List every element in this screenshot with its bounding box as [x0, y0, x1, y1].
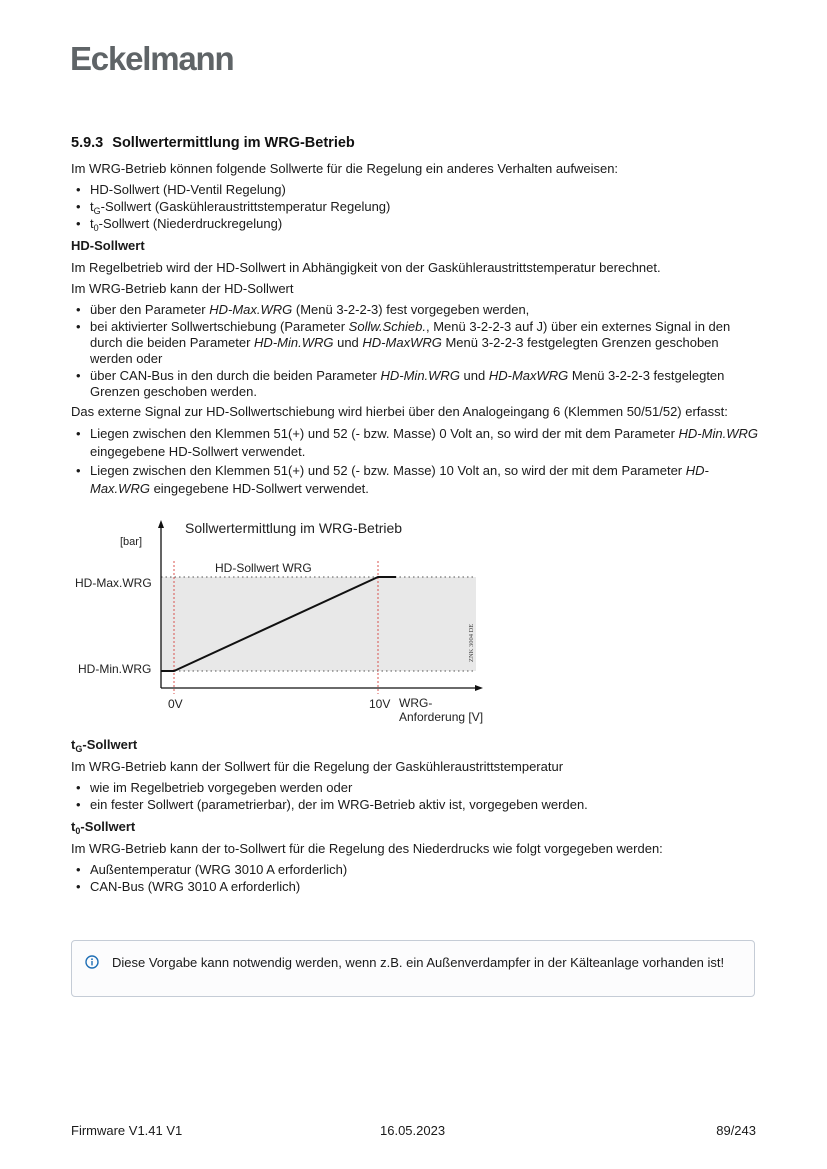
setpoint-chart — [71, 516, 501, 731]
tg-paragraph: Im WRG-Betrieb kann der Sollwert für die Regelung der Gaskühleraustrittstemperatur — [71, 759, 564, 774]
list-item: • ein fester Sollwert (parametrierbar), der im WRG-Betrieb aktiv ist, vorgegeben werden. — [71, 797, 761, 813]
y-axis-arrow-icon — [158, 520, 164, 528]
t0-heading: $t_0$-Sollwert — [71, 819, 136, 836]
hd-paragraph-2: Im WRG-Betrieb kann der HD-Sollwert — [71, 281, 294, 296]
info-icon — [85, 955, 99, 969]
t0-list — [71, 862, 761, 895]
y-tick-max: HD-Max.WRG — [75, 576, 152, 590]
note-text: Diese Vorgabe kann notwendig werden, wenn z.B. ein Außenverdampfer in der Kälteanlage vorhanden ist! — [112, 955, 725, 970]
hd-paragraph-1: Im Regelbetrieb wird der HD-Sollwert in Abhängigkeit von der Gaskühleraustrittstemperatur berechnet. — [71, 260, 661, 275]
chart-title: Sollwertermittlung im WRG-Betrieb — [185, 520, 403, 536]
company-logo: Eckelmann — [70, 40, 234, 77]
list-item: • Liegen zwischen den Klemmen 51(+) und 52 (- bzw. Masse) 10 Volt an, so wird der mit dem Parameter HD-Max.WRG eingegebene HD-Sollwert verwendet. — [71, 462, 761, 498]
list-item: • $t_0$-Sollwert (Niederdruckregelung) — [71, 216, 761, 232]
y-tick-min: HD-Min.WRG — [78, 662, 152, 676]
hd-heading: HD-Sollwert — [71, 238, 145, 253]
list-item: • wie im Regelbetrieb vorgegeben werden oder — [71, 780, 761, 796]
y-axis-label: [bar] — [120, 536, 143, 548]
list-item: • Außentemperatur (WRG 3010 A erforderlich) — [71, 862, 761, 878]
t0-paragraph: Im WRG-Betrieb kann der to-Sollwert für die Regelung des Niederdrucks wie folgt vorgegeben werden: — [71, 841, 663, 856]
chart-band — [161, 577, 476, 671]
list-item: • über CAN-Bus in den durch die beiden Parameter HD-Min.WRG und HD-MaxWRG Menü 3-2-2-3 festgelegten Grenzen geschoben werden. — [71, 368, 761, 400]
list-item: • Liegen zwischen den Klemmen 51(+) und 52 (- bzw. Masse) 0 Volt an, so wird der mit dem Parameter HD-Min.WRG eingegebene HD-Sollwert verwendet. — [71, 425, 761, 461]
tg-list — [71, 780, 761, 813]
section-title: Sollwertermittlung im WRG-Betrieb — [112, 135, 355, 151]
voltage-list — [71, 425, 761, 498]
hd-paragraph-3: Das externe Signal zur HD-Sollwertschiebung wird hierbei über den Analogeingang 6 (Klemmen 50/51/52) erfasst: — [71, 404, 728, 419]
x-tick-10v: 10V — [369, 697, 391, 711]
x-axis-arrow-icon — [475, 685, 483, 691]
list-item: • HD-Sollwert (HD-Ventil Regelung) — [71, 182, 761, 198]
info-note — [71, 940, 755, 997]
footer-firmware: Firmware V1.41 V1 — [71, 1123, 183, 1138]
series-label: HD-Sollwert WRG — [215, 561, 312, 575]
list-item: • $t_G$-Sollwert (Gaskühleraustrittstemperatur Regelung) — [71, 199, 761, 215]
list-item: • CAN-Bus (WRG 3010 A erforderlich) — [71, 879, 761, 895]
figure-id-label: ZNK 3004 DE — [468, 623, 475, 662]
x-axis-label: WRG-Anforderung [V] — [399, 696, 484, 724]
footer-page-number: 89/243 — [716, 1123, 756, 1138]
list-item: • bei aktivierter Sollwertschiebung (Parameter Sollw.Schieb., Menü 3-2-2-3 auf J) über ein externes Signal in den durch die beiden Parameter HD-Min.WRG und HD-MaxWRG Menü 3-2-2-3 festgelegten Grenzen geschoben werden oder — [71, 319, 761, 367]
section-number: 5.9.3 — [71, 135, 104, 151]
footer-date: 16.05.2023 — [380, 1123, 446, 1138]
section-heading — [71, 135, 761, 151]
intro-text: Im WRG-Betrieb können folgende Sollwerte für die Regelung ein anderes Verhalten aufweisen: — [71, 161, 619, 176]
setpoint-list — [71, 182, 761, 232]
page-content — [71, 135, 761, 899]
tg-heading: $t_G$-Sollwert — [71, 737, 138, 754]
list-item: • über den Parameter HD-Max.WRG (Menü 3-2-2-3) fest vorgegeben werden, — [71, 302, 761, 318]
hd-options-list — [71, 302, 761, 400]
x-tick-0v: 0V — [168, 697, 183, 711]
